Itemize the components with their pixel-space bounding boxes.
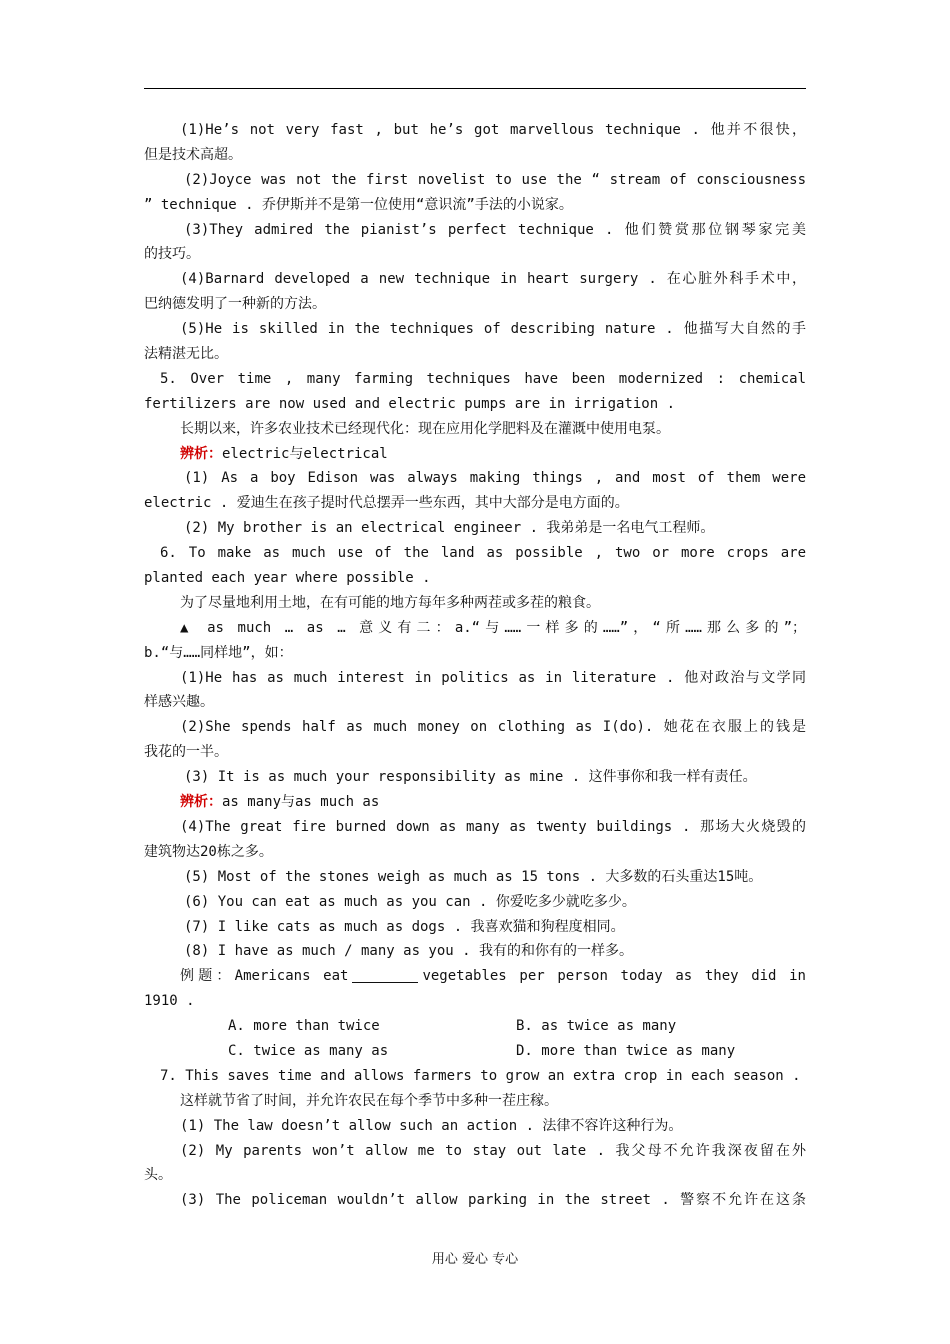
text-line: 但是技术高超。	[144, 146, 242, 163]
example-question-end: vegetables per person today as they did in	[422, 968, 806, 985]
analysis-label: 辨析：	[180, 445, 222, 462]
text-line: 长期以来，许多农业技术已经现代化：现在应用化学肥料及在灌溉中使用电泵。	[180, 420, 670, 437]
text-line: 1910 .	[144, 993, 195, 1010]
analysis-label: 辨析：	[180, 794, 222, 811]
header-rule	[144, 88, 806, 89]
text-line: (6) You can eat as much as you can . 你爱吃多少就吃多少。	[184, 893, 636, 910]
text-line: (1) The law doesn’t allow such an action . 法律不容许这种行为。	[180, 1117, 683, 1134]
text-line: (2) My brother is an electrical engineer . 我弟弟是一名电气工程师。	[184, 520, 715, 537]
option-b: B. as twice as many	[516, 1018, 677, 1035]
analysis-text: electric与electrical	[222, 445, 388, 462]
text-line: 法精湛无比。	[144, 346, 228, 363]
text-line	[144, 790, 806, 815]
text-line: 巴纳德发明了一种新的方法。	[144, 296, 326, 313]
example-question-line	[144, 964, 806, 989]
options-row	[144, 1014, 806, 1039]
text-line: 头。	[144, 1167, 172, 1184]
option-c: C. twice as many as	[228, 1042, 389, 1059]
text-line: 建筑物达20栋之多。	[144, 843, 273, 860]
page-footer: 用心 爱心 专心	[431, 1252, 519, 1267]
text-line: (4)Barnard developed a new technique in heart surgery . 在心脏外科手术中，	[180, 271, 806, 288]
text-line: (5) Most of the stones weigh as much as 15 tons . 大多数的石头重达15吨。	[184, 868, 763, 885]
text-line: (4)The great fire burned down as many as twenty buildings . 那场大火烧毁的	[180, 818, 806, 835]
text-line: 这样就节省了时间，并允许农民在每个季节中多种一茬庄稼。	[180, 1092, 558, 1109]
text-line: (3) It is as much your responsibility as mine . 这件事你和我一样有责任。	[184, 769, 757, 786]
text-line: b.“与……同样地”，如：	[144, 644, 293, 661]
option-a: A. more than twice	[228, 1018, 380, 1035]
example-question-start: 例题：Americans eat	[180, 968, 349, 985]
text-line: electric . 爱迪生在孩子提时代总摆弄一些东西，其中大部分是电方面的。	[144, 495, 629, 512]
text-line: (5)He is skilled in the techniques of describing nature . 他描写大自然的手	[180, 321, 806, 338]
answer-blank	[352, 968, 418, 983]
text-line: 的技巧。	[144, 246, 200, 263]
analysis-text: as many与as much as	[222, 794, 380, 811]
text-line: ” technique . 乔伊斯并不是第一位使用“意识流”手法的小说家。	[144, 196, 573, 213]
text-line: (1) As a boy Edison was always making things , and most of them were	[184, 470, 806, 487]
text-line: fertilizers are now used and electric pumps are in irrigation .	[144, 395, 676, 412]
text-line: 7. This saves time and allows farmers to grow an extra crop in each season .	[160, 1067, 801, 1084]
text-line: 为了尽量地利用土地，在有可能的地方每年多种两茬或多茬的粮食。	[180, 594, 600, 611]
text-line: (2)She spends half as much money on clothing as I(do). 她花在衣服上的钱是	[180, 719, 806, 736]
options-row	[144, 1039, 806, 1064]
text-line: (2)Joyce was not the first novelist to use the “ stream of consciousness	[184, 171, 806, 188]
text-line: 5. Over time , many farming techniques have been modernized : chemical	[160, 370, 806, 387]
text-line: planted each year where possible .	[144, 570, 431, 587]
text-line: (3)They admired the pianist’s perfect technique . 他们赞赏那位钢琴家完美	[184, 221, 806, 238]
text-line: 6. To make as much use of the land as possible , two or more crops are	[160, 545, 806, 562]
text-line	[144, 442, 806, 467]
text-line: (1)He’s not very fast , but he’s got marvellous technique . 他并不很快，	[180, 122, 806, 138]
document-body	[144, 118, 806, 1213]
option-d: D. more than twice as many	[516, 1042, 736, 1059]
text-line: ▲ as much … as … 意义有二：a.“与……一样多的……”，“所……那么多的”；	[180, 619, 806, 636]
text-line: (7) I like cats as much as dogs . 我喜欢猫和狗程度相同。	[184, 918, 625, 935]
text-line: (1)He has as much interest in politics as in literature . 他对政治与文学同	[180, 669, 806, 686]
text-line: (8) I have as much / many as you . 我有的和你有的一样多。	[184, 943, 634, 960]
text-line: (2) My parents won’t allow me to stay out late . 我父母不允许我深夜留在外	[180, 1142, 806, 1159]
text-line: (3) The policeman wouldn’t allow parking in the street . 警察不允许在这条	[180, 1192, 806, 1209]
text-line: 我花的一半。	[144, 744, 228, 761]
text-line: 样感兴趣。	[144, 694, 214, 711]
